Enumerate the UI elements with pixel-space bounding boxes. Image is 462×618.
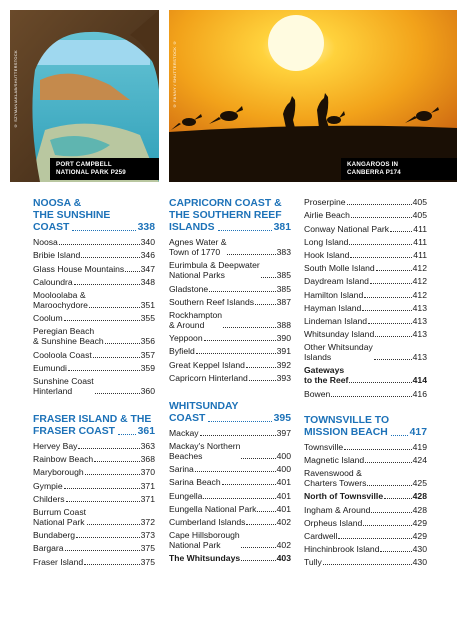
entry-list — [169, 428, 291, 564]
entry-page: 388 — [276, 319, 291, 330]
entry-name: Caloundra — [33, 276, 73, 287]
entry-page: 375 — [140, 556, 155, 567]
entry-page: 413 — [412, 302, 427, 313]
entry-page: 419 — [412, 441, 427, 452]
entry-page: 428 — [412, 491, 427, 502]
leader-dots — [347, 203, 412, 205]
entry-page: 373 — [140, 530, 155, 541]
leader-dots — [241, 457, 275, 459]
entry-name: Hervey Bay — [33, 441, 78, 452]
entry-page: 375 — [140, 543, 155, 554]
entry-page: 430 — [412, 557, 427, 568]
leader-dots — [349, 243, 412, 245]
entry-name: Bargara — [33, 543, 64, 554]
toc-entry[interactable] — [169, 504, 291, 514]
leader-dots — [375, 335, 411, 337]
entry-page: 400 — [276, 451, 291, 462]
leader-dots — [64, 487, 140, 489]
toc-entry[interactable] — [304, 518, 427, 528]
toc-entry[interactable] — [304, 442, 427, 452]
toc-column-2 — [169, 198, 291, 563]
photo-credit: © FANNY / SHUTTERSTOCK © — [172, 40, 177, 109]
entry-name: Rockhampton & Around — [169, 309, 223, 330]
leader-dots — [241, 546, 276, 548]
entry-page: 368 — [140, 454, 155, 465]
toc-entry[interactable] — [304, 505, 427, 515]
entry-name: Cooloola Coast — [33, 349, 92, 360]
leader-dots — [338, 537, 411, 539]
leader-dots — [81, 256, 139, 258]
leader-dots — [257, 510, 275, 512]
entry-page: 412 — [412, 276, 427, 287]
leader-dots — [203, 497, 275, 499]
toc-entry[interactable] — [304, 544, 427, 554]
section-heading[interactable]: FRASER ISLAND & THE FRASER COAST 361 — [33, 413, 155, 437]
toc-entry[interactable] — [169, 310, 291, 330]
entry-page: 387 — [276, 296, 291, 307]
entry-name: Cardwell — [304, 530, 338, 541]
entry-name: Noosa — [33, 237, 58, 248]
entry-page: 401 — [276, 477, 291, 488]
toc-entry[interactable] — [304, 237, 427, 247]
entry-list — [304, 197, 427, 398]
entry-page: 416 — [412, 388, 427, 399]
toc-entry[interactable] — [169, 464, 291, 474]
toc-entry[interactable] — [33, 557, 155, 567]
entry-page: 371 — [140, 480, 155, 491]
toc-column-3 — [304, 194, 427, 567]
leader-dots — [364, 296, 411, 298]
toc-entry[interactable] — [304, 276, 427, 286]
entry-name: Tully — [304, 557, 322, 568]
entry-name: Cape Hillsborough National Park — [169, 530, 240, 551]
entry-page: 429 — [412, 517, 427, 528]
toc-entry[interactable] — [304, 224, 427, 234]
toc-entry[interactable] — [304, 389, 427, 399]
leader-dots — [85, 473, 140, 475]
toc-entry[interactable] — [33, 277, 155, 287]
entry-name: Gympie — [33, 480, 63, 491]
entry-page: 425 — [412, 478, 427, 489]
entry-name: Magnetic Island — [304, 455, 365, 465]
entry-name: Conway National Park — [304, 223, 390, 234]
toc-entry[interactable] — [169, 491, 291, 501]
section-heading[interactable]: NOOSA & THE SUNSHINE COAST 338 — [33, 198, 155, 233]
entry-name: Bribie Island — [33, 250, 81, 261]
entry-page: 411 — [413, 236, 427, 247]
entry-page: 359 — [140, 362, 155, 373]
toc-entry[interactable] — [304, 210, 427, 220]
entry-name: Byfield — [169, 346, 195, 357]
entry-page: 402 — [276, 517, 291, 527]
leader-dots — [84, 563, 140, 565]
leader-dots — [195, 470, 276, 472]
entry-page: 424 — [412, 455, 427, 465]
entry-list — [33, 237, 155, 396]
leader-dots — [78, 447, 139, 449]
entry-name: Lindeman Island — [304, 315, 368, 326]
leader-dots — [125, 270, 139, 272]
entry-name: Eumundi — [33, 362, 67, 373]
toc-entry[interactable] — [169, 530, 291, 550]
leader-dots — [246, 523, 275, 525]
toc-entry[interactable] — [33, 376, 155, 396]
entry-name: Coolum — [33, 313, 63, 324]
entry-page: 397 — [276, 427, 291, 438]
section-heading[interactable]: CAPRICORN COAST & THE SOUTHERN REEF ISLANDS 381 — [169, 198, 291, 233]
entry-name: Airlie Beach — [304, 210, 350, 221]
toc-entry[interactable] — [169, 237, 291, 257]
entry-page: 401 — [276, 490, 291, 501]
leader-dots — [68, 369, 140, 371]
entry-page: 351 — [140, 299, 155, 310]
photo-caption: PORT CAMPBELL NATIONAL PARK P259 — [50, 158, 159, 180]
entry-name: Great Keppel Island — [169, 359, 245, 370]
entry-list — [304, 442, 427, 568]
entry-name: Sunshine Coast Hinterland — [33, 375, 94, 396]
toc-entry[interactable] — [304, 197, 427, 207]
entry-name: Ravenswood & Charters Towers — [304, 468, 367, 489]
leader-dots — [196, 352, 276, 354]
entry-page: 412 — [412, 263, 427, 274]
entry-name: Eurimbula & Deepwater National Parks — [169, 260, 260, 281]
entry-name: Cumberland Islands — [169, 517, 246, 527]
entry-page: 340 — [140, 237, 155, 248]
leader-dots — [376, 269, 412, 271]
toc-entry[interactable] — [33, 507, 155, 527]
entry-page: 414 — [412, 375, 427, 386]
port-campbell-photo — [10, 10, 159, 182]
toc-entry[interactable] — [304, 491, 427, 501]
leader-dots — [255, 303, 276, 305]
entry-name: North of Townsville — [304, 491, 384, 502]
leader-dots — [66, 500, 140, 502]
leader-dots — [350, 256, 412, 258]
leader-dots — [323, 563, 412, 565]
leader-dots — [76, 536, 140, 538]
entry-page: 413 — [412, 329, 427, 340]
entry-name: Hinchinbrook Island — [304, 544, 380, 555]
entry-name: Eungella National Park — [169, 503, 257, 514]
toc-entry[interactable] — [33, 467, 155, 477]
leader-dots — [222, 483, 276, 485]
toc-entry[interactable] — [304, 263, 427, 273]
entry-name: Maryborough — [33, 467, 84, 478]
leader-dots — [95, 392, 140, 394]
toc-entry[interactable] — [169, 373, 291, 383]
toc-entry[interactable] — [304, 250, 427, 260]
toc-entry[interactable] — [304, 468, 427, 488]
toc-entry[interactable] — [169, 360, 291, 370]
toc-entry[interactable] — [169, 553, 291, 563]
leader-dots — [105, 342, 140, 344]
entry-page: 401 — [276, 503, 291, 514]
leader-dots — [371, 511, 411, 513]
entry-list — [33, 441, 155, 567]
toc-entry[interactable] — [304, 303, 427, 313]
leader-dots — [200, 434, 276, 436]
leader-dots — [223, 326, 276, 328]
leader-dots — [384, 497, 412, 499]
toc-entry[interactable] — [33, 441, 155, 451]
toc-entry[interactable] — [33, 264, 155, 274]
entry-name: Proserpine — [304, 197, 346, 208]
entry-name: Eungella — [169, 490, 203, 501]
toc-entry[interactable] — [33, 250, 155, 260]
section-heading[interactable]: WHITSUNDAY COAST 395 — [169, 400, 291, 424]
leader-dots — [93, 356, 140, 358]
toc-entry[interactable] — [33, 543, 155, 553]
entry-name: Mackay — [169, 427, 199, 438]
toc-entry[interactable] — [304, 342, 427, 362]
leader-dots — [351, 216, 412, 218]
entry-page: 405 — [412, 210, 427, 221]
entry-page: 428 — [412, 504, 427, 515]
entry-name: Long Island — [304, 236, 349, 247]
entry-name: Southern Reef Islands — [169, 296, 255, 307]
entry-name: Sarina Beach — [169, 477, 221, 488]
leader-dots — [249, 379, 276, 381]
leader-dots — [368, 322, 412, 324]
entry-name: Ingham & Around — [304, 504, 371, 515]
entry-name: Capricorn Hinterland — [169, 372, 248, 383]
leader-dots — [241, 559, 276, 561]
entry-name: Fraser Island — [33, 556, 84, 567]
entry-name: Orpheus Island — [304, 517, 363, 528]
photo-credit: © SZYMANIAKLAB/SHUTTERSTOCK — [13, 50, 18, 129]
leader-dots — [370, 282, 412, 284]
toc-entry[interactable] — [33, 290, 155, 310]
entry-page: 400 — [276, 464, 291, 475]
entry-page: 363 — [140, 441, 155, 452]
toc-entry[interactable] — [304, 290, 427, 300]
entry-page: 370 — [140, 467, 155, 478]
entry-page: 347 — [140, 263, 155, 274]
entry-name: Other Whitsunday Islands — [304, 342, 373, 363]
entry-name: Agnes Water & Town of 1770 — [169, 237, 227, 258]
entry-page: 371 — [140, 493, 155, 504]
leader-dots — [380, 550, 411, 552]
leader-dots — [331, 395, 411, 397]
leader-dots — [64, 319, 140, 321]
entry-page: 429 — [412, 530, 427, 541]
entry-page: 356 — [140, 336, 155, 347]
toc-entry[interactable] — [33, 530, 155, 540]
entry-list — [169, 237, 291, 383]
section-heading[interactable]: TOWNSVILLE TO MISSION BEACH 417 — [304, 414, 427, 438]
entry-page: 355 — [140, 313, 155, 324]
entry-page: 383 — [276, 247, 291, 258]
entry-page: 346 — [140, 250, 155, 261]
toc-entry[interactable] — [33, 326, 155, 346]
entry-page: 411 — [413, 249, 427, 260]
entry-name: Whitsunday Island — [304, 329, 375, 340]
kangaroos-photo — [169, 10, 457, 182]
toc-entry[interactable] — [304, 455, 427, 465]
entry-page: 393 — [276, 372, 291, 383]
entry-page: 405 — [412, 197, 427, 208]
leader-dots — [367, 484, 411, 486]
entry-name: The Whitsundays — [169, 553, 241, 564]
toc-entry[interactable] — [169, 517, 291, 527]
leader-dots — [390, 230, 412, 232]
entry-name: Peregian Beach & Sunshine Beach — [33, 326, 104, 347]
entry-name: South Molle Island — [304, 263, 375, 274]
entry-name: Gateways to the Reef — [304, 365, 349, 386]
entry-name: Sarina — [169, 464, 194, 475]
toc-entry[interactable] — [33, 494, 155, 504]
toc-entry[interactable] — [169, 477, 291, 487]
toc-entry[interactable] — [169, 441, 291, 461]
leader-dots — [74, 283, 140, 285]
entry-page: 430 — [412, 544, 427, 555]
entry-name: Mooloolaba & Maroochydore — [33, 289, 88, 310]
entry-page: 348 — [140, 276, 155, 287]
entry-name: Hook Island — [304, 249, 350, 260]
toc-entry[interactable] — [169, 284, 291, 294]
entry-page: 360 — [140, 385, 155, 396]
toc-entry[interactable] — [33, 350, 155, 360]
toc-entry[interactable] — [304, 365, 427, 385]
toc-entry[interactable] — [169, 297, 291, 307]
entry-name: Glass House Mountains — [33, 263, 125, 274]
toc-entry[interactable] — [33, 363, 155, 373]
leader-dots — [246, 366, 276, 368]
toc-entry[interactable] — [169, 260, 291, 280]
leader-dots — [65, 549, 140, 551]
toc-entry[interactable] — [169, 428, 291, 438]
entry-page: 403 — [276, 553, 291, 564]
entry-name: Rainbow Beach — [33, 454, 94, 465]
toc-entry[interactable] — [304, 557, 427, 567]
toc-entry[interactable] — [33, 313, 155, 323]
toc-entry[interactable] — [169, 346, 291, 356]
entry-page: 391 — [276, 346, 291, 357]
photo-caption: KANGAROOS IN CANBERRA P174 — [341, 158, 457, 180]
toc-entry[interactable] — [33, 237, 155, 247]
entry-page: 411 — [413, 223, 427, 234]
leader-dots — [349, 381, 411, 383]
toc-entry[interactable] — [304, 531, 427, 541]
leader-dots — [261, 276, 276, 278]
leader-dots — [209, 290, 275, 292]
leader-dots — [344, 448, 411, 450]
entry-page: 402 — [276, 540, 291, 551]
toc-column-1 — [33, 198, 155, 567]
entry-name: Townsville — [304, 441, 344, 452]
leader-dots — [59, 243, 140, 245]
entry-page: 357 — [140, 349, 155, 360]
toc-entry[interactable] — [33, 481, 155, 491]
leader-dots — [227, 253, 275, 255]
leader-dots — [363, 524, 411, 526]
entry-page: 385 — [276, 270, 291, 281]
entry-page: 413 — [412, 315, 427, 326]
entry-name: Yeppoon — [169, 333, 203, 344]
toc-entry[interactable] — [304, 316, 427, 326]
toc-entry[interactable] — [304, 329, 427, 339]
leader-dots — [94, 460, 139, 462]
entry-name: Childers — [33, 493, 65, 504]
entry-page: 390 — [276, 333, 291, 344]
entry-name: Bowen — [304, 388, 331, 399]
entry-name: Gladstone — [169, 283, 209, 294]
leader-dots — [374, 358, 412, 360]
entry-name: Bundaberg — [33, 530, 76, 541]
toc-entry[interactable] — [33, 454, 155, 464]
leader-dots — [362, 309, 411, 311]
toc-entry[interactable] — [169, 333, 291, 343]
entry-name: Burrum Coast National Park — [33, 507, 87, 527]
leader-dots — [89, 306, 140, 308]
leader-dots — [365, 461, 411, 463]
entry-page: 413 — [412, 352, 427, 363]
leader-dots — [87, 523, 140, 525]
entry-name: Hamilton Island — [304, 289, 364, 300]
entry-page: 412 — [412, 289, 427, 300]
entry-page: 385 — [276, 283, 291, 294]
leader-dots — [204, 339, 276, 341]
entry-name: Daydream Island — [304, 276, 369, 287]
entry-page: 392 — [276, 359, 291, 370]
entry-name: Mackay's Northern Beaches — [169, 441, 241, 462]
entry-name: Hayman Island — [304, 302, 362, 313]
entry-page: 372 — [140, 517, 155, 527]
